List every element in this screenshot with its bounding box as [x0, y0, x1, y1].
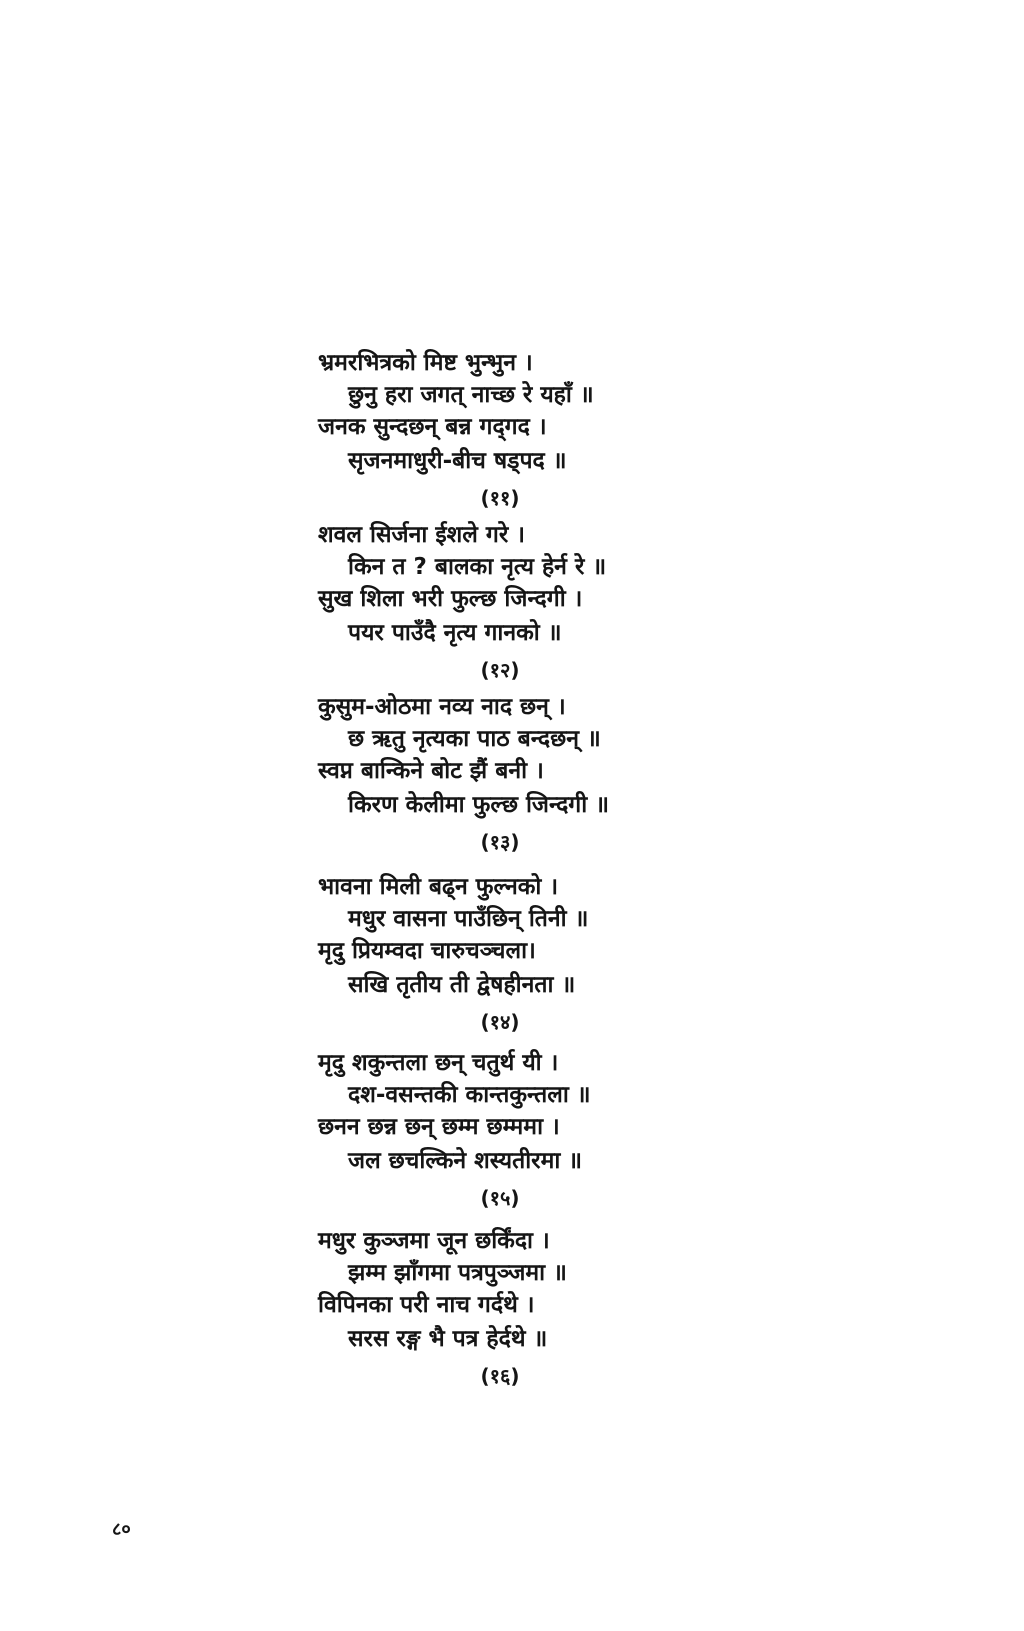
verse-line: झम्म झाँगमा पत्रपुञ्जमा ॥ — [348, 1260, 567, 1286]
verse-line: सुख शिला भरी फुल्छ जिन्दगी । — [318, 586, 583, 612]
verse-line: सखि तृतीय ती द्वेषहीनता ॥ — [348, 972, 576, 998]
verse-line: भावना मिली बढ्न फुल्नको । — [318, 874, 559, 900]
verse-line: मधुर वासना पाउँछिन् तिनी ॥ — [348, 906, 589, 932]
verse-line: किन त ? बालका नृत्य हेर्न रे ॥ — [348, 554, 607, 580]
verse-line: मृदु शकुन्तला छन् चतुर्थ यी । — [318, 1050, 559, 1076]
verse-line: जल छचल्किने शस्यतीरमा ॥ — [348, 1148, 583, 1174]
stanza-number: (११) — [480, 486, 520, 510]
stanza-number: (१५) — [480, 1186, 520, 1210]
verse-line: दश-वसन्तकी कान्तकुन्तला ॥ — [348, 1082, 591, 1108]
stanza-number: (१६) — [480, 1364, 520, 1388]
stanza-number: (१३) — [480, 830, 520, 854]
verse-line: जनक सुन्दछन् बन्न गद्‌गद । — [318, 414, 547, 440]
verse-line: भ्रमरभित्रको मिष्ट भुन्भुन । — [318, 350, 533, 376]
stanza-number: (१४) — [480, 1010, 520, 1034]
verse-line: मधुर कुञ्जमा जून छर्किंदा । — [318, 1228, 550, 1254]
verse-line: पयर पाउँदै नृत्य गानको ॥ — [348, 620, 562, 646]
stanza-number: (१२) — [480, 658, 520, 682]
verse-line: सृजनमाधुरी-बीच षड्पद ॥ — [348, 448, 567, 474]
verse-line: छुनु हरा जगत् नाच्छ रे यहाँ ॥ — [348, 382, 594, 408]
verse-line: विपिनका परी नाच गर्दथे । — [318, 1292, 535, 1318]
verse-line: छनन छन्न छन् छम्म छम्ममा । — [318, 1114, 560, 1140]
verse-line: स्वप्न बान्किने बोट झैं बनी । — [318, 758, 544, 784]
verse-line: किरण केलीमा फुल्छ जिन्दगी ॥ — [348, 792, 609, 818]
page-number: ८० — [112, 1519, 131, 1540]
verse-line: सरस रङ्ग भै पत्र हेर्दथे ॥ — [348, 1326, 548, 1352]
verse-line: छ ऋतु नृत्यका पाठ बन्दछन् ॥ — [348, 726, 601, 752]
verse-line: मृदु प्रियम्वदा चारुचञ्चला। — [318, 938, 536, 964]
verse-line: शवल सिर्जना ईशले गरे । — [318, 522, 525, 548]
verse-line: कुसुम-ओठमा नव्य नाद छन् । — [318, 694, 566, 720]
